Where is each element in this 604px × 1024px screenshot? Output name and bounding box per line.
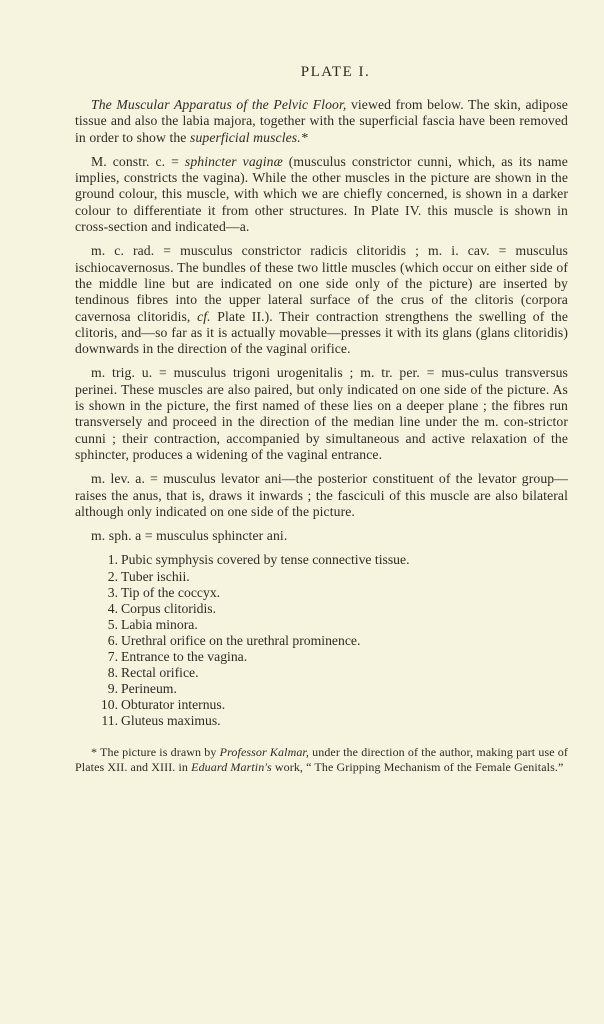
- list-item-label: Gluteus maximus.: [121, 713, 221, 729]
- constrictor-text: (musculus constrictor cunni, which, as its name implies, constricts the vagina). While the other muscles in the picture are shown in the ground colour, this muscle, with which we are chiefly concerned, is shown in a darker colour to differentiate it from other structures. In Plate IV. this muscle is shown in cross-section and indicated—a.: [75, 153, 568, 235]
- intro-italic-end: superficial muscles.*: [190, 129, 308, 145]
- legend-list: [75, 552, 568, 729]
- list-item: [75, 617, 568, 633]
- list-item: [75, 552, 568, 568]
- list-item-label: Perineum.: [121, 681, 177, 697]
- list-item-label: Rectal orifice.: [121, 665, 199, 681]
- list-item-label: Labia minora.: [121, 616, 198, 632]
- list-item: [75, 665, 568, 681]
- list-item-number: 11.: [101, 713, 118, 729]
- radicis-paragraph: [75, 243, 568, 357]
- list-item-label: Tip of the coccyx.: [121, 584, 221, 600]
- constrictor-paragraph: [75, 154, 568, 235]
- list-item-label: Corpus clitoridis.: [121, 600, 217, 616]
- list-item-number: 2.: [107, 568, 118, 584]
- list-item: [75, 681, 568, 697]
- constrictor-italic: sphincter vaginæ: [184, 153, 283, 169]
- footnote-text-b: under the direction of the author, making part use of Plates XII. and XIII. in: [75, 745, 568, 774]
- list-item-label: Urethral orifice on the urethral prominence.: [121, 632, 361, 648]
- list-item-number: 5.: [107, 616, 118, 632]
- list-item-number: 1.: [107, 552, 118, 568]
- list-item-number: 8.: [107, 665, 118, 681]
- list-item-number: 9.: [107, 681, 118, 697]
- constrictor-lead: M. constr. c. =: [91, 153, 185, 169]
- footnote: [75, 745, 568, 774]
- radicis-text-a: m. c. rad. = musculus constrictor radicis clitoridis ; m. i. cav. = musculus ischiocavernosus. The bundles of these two little muscles (which occur on either side of the middle line but are indicated on one side only of the picture) are inserted by tendinous fibres into the upper lateral surface of the crus of the clitoris (corpora cavernosa clitoridis,: [75, 243, 568, 324]
- list-item: [75, 585, 568, 601]
- list-item-label: Obturator internus.: [121, 697, 226, 713]
- levator-paragraph: m. lev. a. = musculus levator ani—the posterior constituent of the levator group—raises the anus, that is, draws it inwards ; the fasciculi of this muscle are also bilateral although only indicated on one side of the picture.: [75, 471, 568, 519]
- footnote-text-c: work, “ The Gripping Mechanism of the Female Genitals.”: [271, 759, 564, 774]
- intro-italic-title: The Muscular Apparatus of the Pelvic Floor,: [91, 97, 347, 112]
- list-item: [75, 713, 568, 729]
- intro-paragraph: [75, 97, 568, 146]
- footnote-italic-b: Eduard Martin's: [191, 759, 272, 774]
- footnote-italic-a: Professor Kalmar,: [219, 745, 309, 760]
- list-item-label: Pubic symphysis covered by tense connective tissue.: [121, 552, 410, 568]
- page-title: PLATE I.: [300, 64, 371, 80]
- list-item: [75, 601, 568, 617]
- list-item: [75, 649, 568, 665]
- list-item-number: 7.: [107, 648, 118, 664]
- list-item: [75, 633, 568, 649]
- intro-text: viewed from below. The skin, adipose tissue and also the labia majora, together with the superficial fascia have been removed in order to show the: [75, 97, 568, 145]
- trigoni-paragraph: m. trig. u. = musculus trigoni urogenitalis ; m. tr. per. = mus-culus transversus perinei. These muscles are also paired, but only indicated on one side of the picture. As is shown in the picture, the first named of these lies on a deeper plane ; the fibres run transversely and proceed in the direction of the median line under the m. con-strictor cunni ; their contraction, accompanied by simultaneous and active relaxation of the sphincter, produces a widening of the vaginal entrance.: [75, 365, 568, 462]
- list-item-label: Tuber ischii.: [121, 568, 190, 584]
- radicis-text-b: Plate II.). Their contraction strengthens the swelling of the clitoris, and—so far as it is actually movable—presses it with its glans (glans clitoridis) downwards in the direction of the vaginal orifice.: [75, 308, 569, 357]
- radicis-italic: cf.: [197, 308, 211, 324]
- list-item: [75, 569, 568, 585]
- list-item-number: 3.: [107, 584, 118, 600]
- footnote-text-a: * The picture is drawn by: [91, 745, 220, 760]
- list-item-number: 4.: [107, 600, 118, 616]
- list-item-label: Entrance to the vagina.: [121, 648, 248, 664]
- sphincter-paragraph: m. sph. a = musculus sphincter ani.: [91, 528, 288, 544]
- list-item-number: 10.: [100, 697, 118, 713]
- list-item: [75, 697, 568, 713]
- list-item-number: 6.: [107, 632, 118, 648]
